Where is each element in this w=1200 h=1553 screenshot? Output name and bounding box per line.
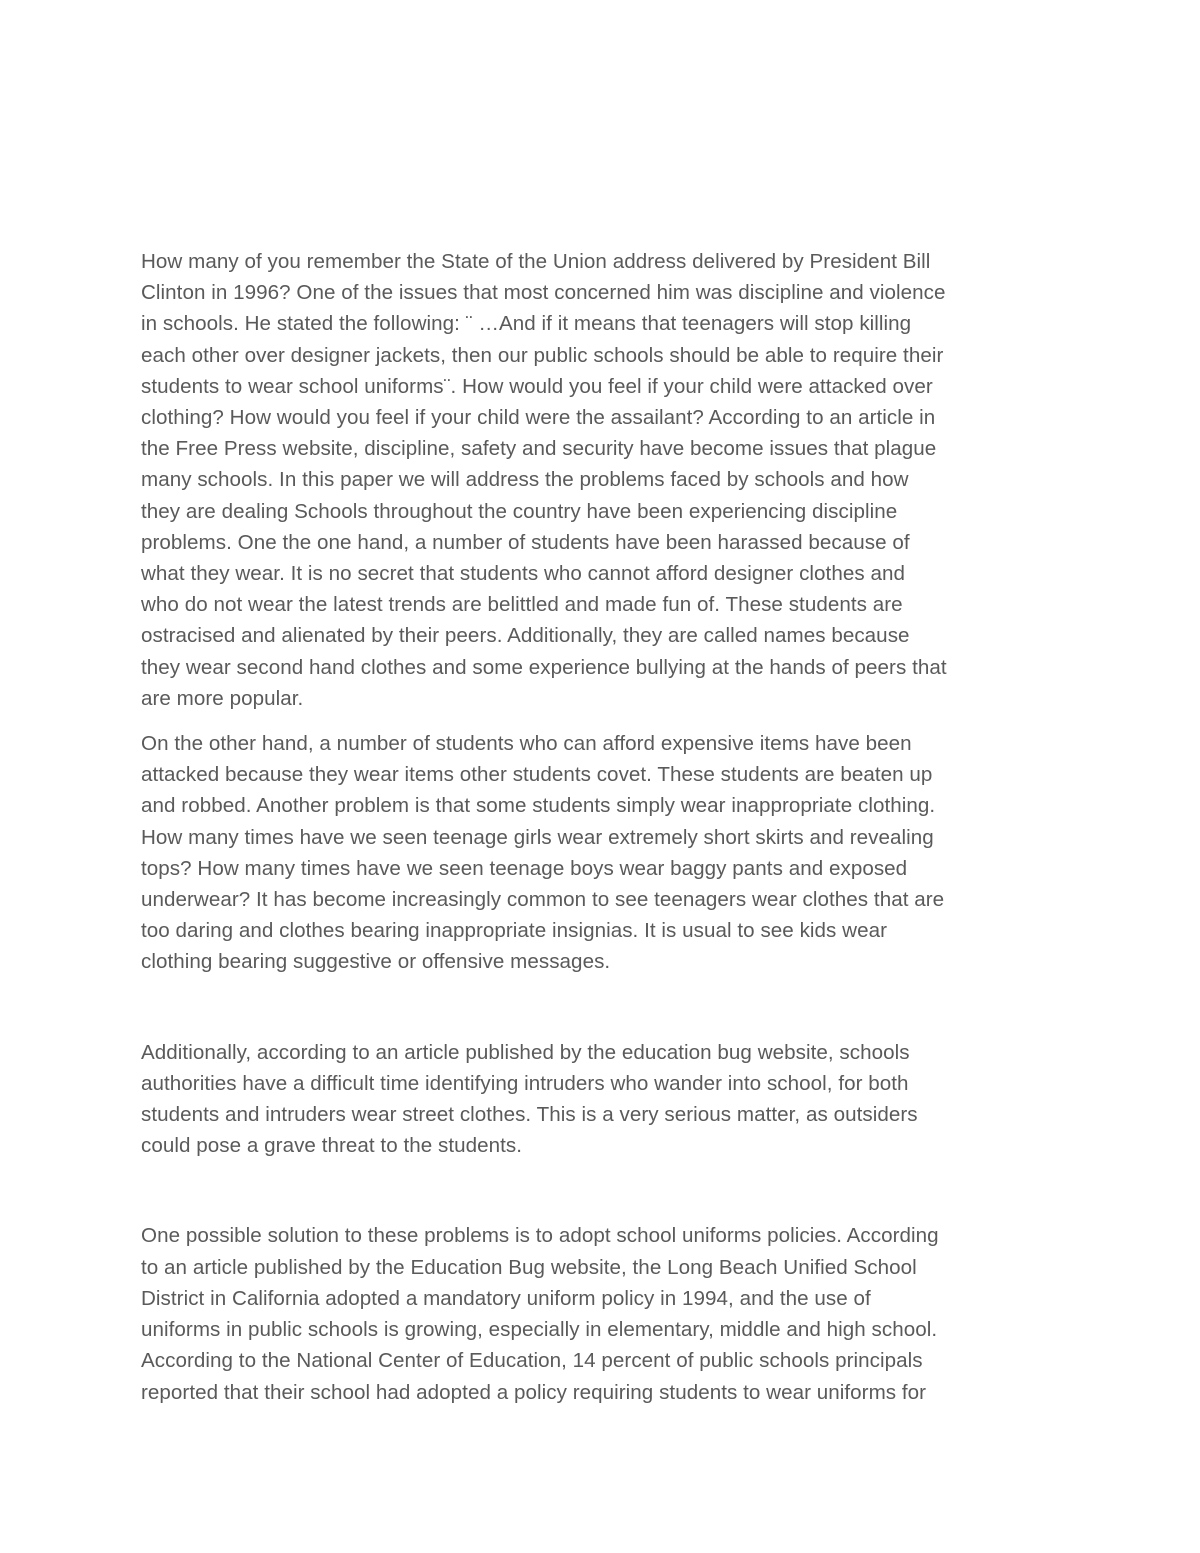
text-line: who do not wear the latest trends are belittled and made fun of. These students are bbox=[141, 593, 903, 617]
paragraph bbox=[141, 728, 1066, 978]
text-line: the Free Press website, discipline, safety and security have become issues that plague bbox=[141, 437, 937, 461]
text-line: Additionally, according to an article published by the education bug website, schools bbox=[141, 1040, 910, 1064]
text-line: they wear second hand clothes and some experience bullying at the hands of peers that bbox=[141, 655, 947, 679]
text-line: attacked because they wear items other students covet. These students are beaten up bbox=[141, 763, 933, 787]
text-line: in schools. He stated the following: ¨ …And if it means that teenagers will stop killing bbox=[141, 312, 912, 336]
text-line: many schools. In this paper we will address the problems faced by schools and how bbox=[141, 468, 909, 492]
text-line: too daring and clothes bearing inappropriate insignias. It is usual to see kids wear bbox=[141, 919, 888, 943]
text-line: clothing? How would you feel if your child were the assailant? According to an article in bbox=[141, 406, 936, 430]
text-line: ostracised and alienated by their peers. Additionally, they are called names because bbox=[141, 624, 910, 648]
text-line: underwear? It has become increasingly common to see teenagers wear clothes that are bbox=[141, 888, 945, 912]
text-line: could pose a grave threat to the students. bbox=[141, 1134, 523, 1158]
text-line: authorities have a difficult time identifying intruders who wander into school, for both bbox=[141, 1071, 909, 1095]
text-line: problems. One the one hand, a number of students have been harassed because of bbox=[141, 530, 910, 554]
text-line: District in California adopted a mandatory uniform policy in 1994, and the use of bbox=[141, 1286, 871, 1310]
paragraph bbox=[141, 246, 1066, 714]
text-line: each other over designer jackets, then our public schools should be able to require their bbox=[141, 343, 944, 367]
text-line: clothing bearing suggestive or offensive messages. bbox=[141, 950, 611, 974]
text-line: uniforms in public schools is growing, especially in elementary, middle and high school. bbox=[141, 1318, 938, 1342]
text-line: Clinton in 1996? One of the issues that most concerned him was discipline and violence bbox=[141, 281, 946, 305]
text-line: tops? How many times have we seen teenage boys wear baggy pants and exposed bbox=[141, 856, 908, 880]
text-line: what they wear. It is no secret that students who cannot afford designer clothes and bbox=[141, 562, 905, 586]
document-body bbox=[141, 246, 1066, 1408]
text-line: students and intruders wear street clothes. This is a very serious matter, as outsiders bbox=[141, 1103, 918, 1127]
text-line: reported that their school had adopted a policy requiring students to wear uniforms for bbox=[141, 1380, 927, 1404]
text-line: One possible solution to these problems is to adopt school uniforms policies. According bbox=[141, 1224, 939, 1248]
paragraph bbox=[141, 1220, 1066, 1407]
text-line: and robbed. Another problem is that some students simply wear inappropriate clothing. bbox=[141, 794, 936, 818]
text-line: are more popular. bbox=[141, 686, 304, 710]
text-line: to an article published by the Education Bug website, the Long Beach Unified School bbox=[141, 1255, 917, 1279]
text-line: How many of you remember the State of the Union address delivered by President Bill bbox=[141, 250, 931, 273]
text-line: they are dealing Schools throughout the country have been experiencing discipline bbox=[141, 499, 898, 523]
text-line: According to the National Center of Education, 14 percent of public schools principals bbox=[141, 1349, 923, 1373]
paragraph bbox=[141, 1037, 1066, 1162]
text-line: How many times have we seen teenage girls wear extremely short skirts and revealing bbox=[141, 825, 934, 849]
text-line: students to wear school uniforms¨. How would you feel if your child were attacked over bbox=[141, 374, 933, 398]
text-line: On the other hand, a number of students who can afford expensive items have been bbox=[141, 732, 912, 756]
